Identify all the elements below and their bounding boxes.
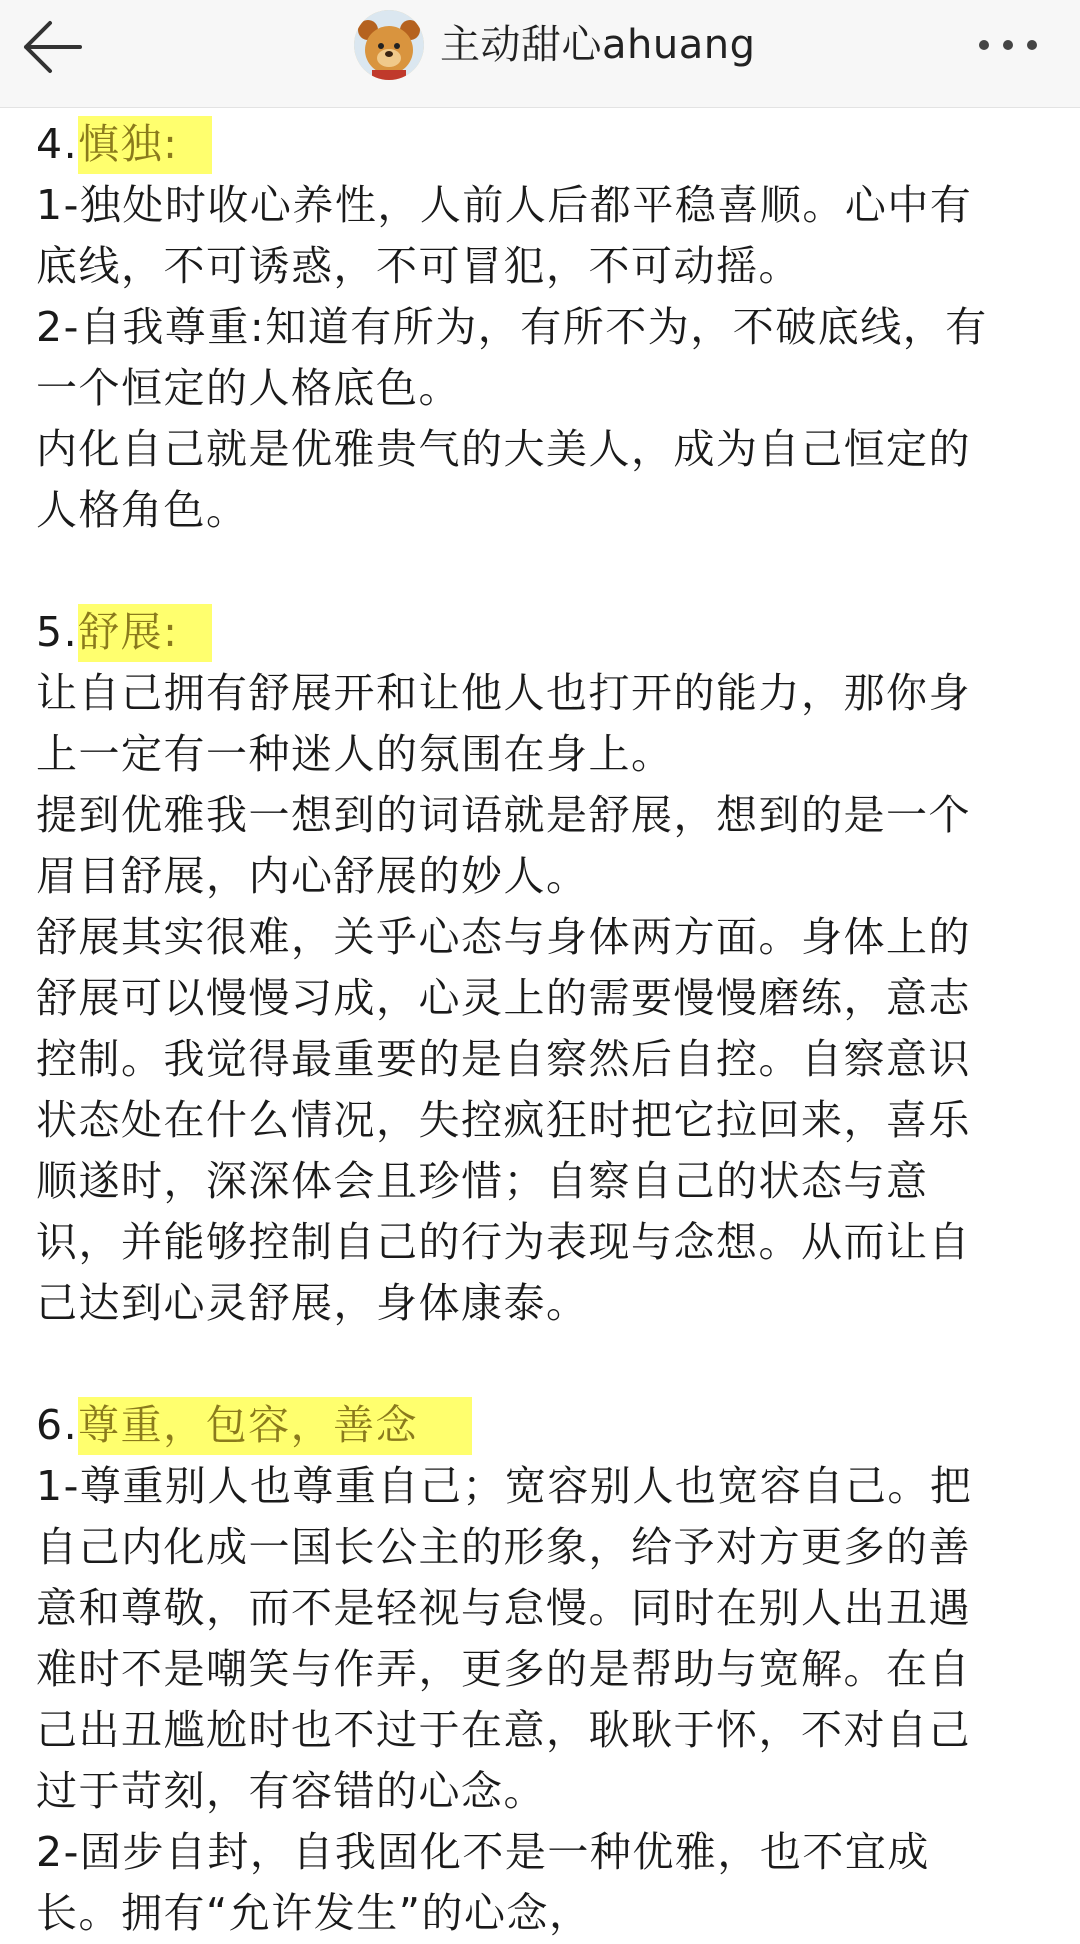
top-bar — [0, 0, 1080, 108]
text-line: 舒展可以慢慢习成，心灵上的需要慢慢磨练，意志 — [36, 974, 971, 1022]
text-line: 己出丑尴尬时也不过于在意，耿耿于怀，不对自己 — [36, 1706, 971, 1754]
text-line: 顺遂时，深深体会且珍惜；自察自己的状态与意 — [36, 1157, 929, 1205]
text-line: 过于苛刻，有容错的心念。 — [36, 1767, 546, 1815]
highlighted-heading: 慎独: — [78, 116, 212, 174]
highlighted-heading: 舒展: — [78, 604, 212, 662]
text-line: 2-固步自封，自我固化不是一种优雅，也不宜成 — [36, 1828, 930, 1876]
text-line: 识，并能够控制自己的行为表现与念想。从而让自 — [36, 1218, 971, 1266]
text-line: 眉目舒展，内心舒展的妙人。 — [36, 852, 589, 900]
text-line: 底线，不可诱惑，不可冒犯，不可动摇。 — [36, 242, 801, 290]
text-line: 1-独处时收心养性，人前人后都平稳喜顺。心中有 — [36, 181, 973, 229]
section-4-heading — [36, 114, 1046, 175]
section-number: 5. — [36, 608, 79, 656]
text-line: 提到优雅我一想到的词语就是舒展，想到的是一个 — [36, 791, 971, 839]
article-body — [36, 114, 1046, 1944]
section-6-heading — [36, 1395, 1046, 1456]
page-title: 主动甜心ahuang — [440, 22, 756, 68]
text-line: 2-自我尊重:知道有所为，有所不为，不破底线，有 — [36, 303, 988, 351]
text-line: 一个恒定的人格底色。 — [36, 364, 461, 412]
bear-avatar-icon — [354, 10, 424, 80]
avatar[interactable] — [354, 10, 424, 80]
text-line: 舒展其实很难，关乎心态与身体两方面。身体上的 — [36, 913, 971, 961]
text-line: 上一定有一种迷人的氛围在身上。 — [36, 730, 674, 778]
section-number: 6. — [36, 1401, 79, 1449]
text-line: 长。拥有“允许发生”的心念， — [36, 1889, 592, 1937]
text-line: 内化自己就是优雅贵气的大美人，成为自己恒定的 — [36, 425, 971, 473]
section-5-heading — [36, 602, 1046, 663]
highlighted-heading: 尊重，包容，善念 — [78, 1397, 472, 1455]
paragraph-gap — [36, 1334, 1046, 1395]
text-line: 意和尊敬，而不是轻视与怠慢。同时在别人出丑遇 — [36, 1584, 971, 1632]
more-dots-icon[interactable] — [970, 20, 1060, 70]
text-line: 自己内化成一国长公主的形象，给予对方更多的善 — [36, 1523, 971, 1571]
text-line: 己达到心灵舒展，身体康泰。 — [36, 1279, 589, 1327]
paragraph-gap — [36, 541, 1046, 602]
text-line: 让自己拥有舒展开和让他人也打开的能力，那你身 — [36, 669, 971, 717]
text-line: 状态处在什么情况，失控疯狂时把它拉回来，喜乐 — [36, 1096, 971, 1144]
text-line: 难时不是嘲笑与作弄，更多的是帮助与宽解。在自 — [36, 1645, 971, 1693]
text-line: 控制。我觉得最重要的是自察然后自控。自察意识 — [36, 1035, 971, 1083]
section-number: 4. — [36, 120, 79, 168]
text-line: 1-尊重别人也尊重自己；宽容别人也宽容自己。把 — [36, 1462, 973, 1510]
back-arrow-icon[interactable] — [22, 12, 108, 82]
text-line: 人格角色。 — [36, 486, 249, 534]
